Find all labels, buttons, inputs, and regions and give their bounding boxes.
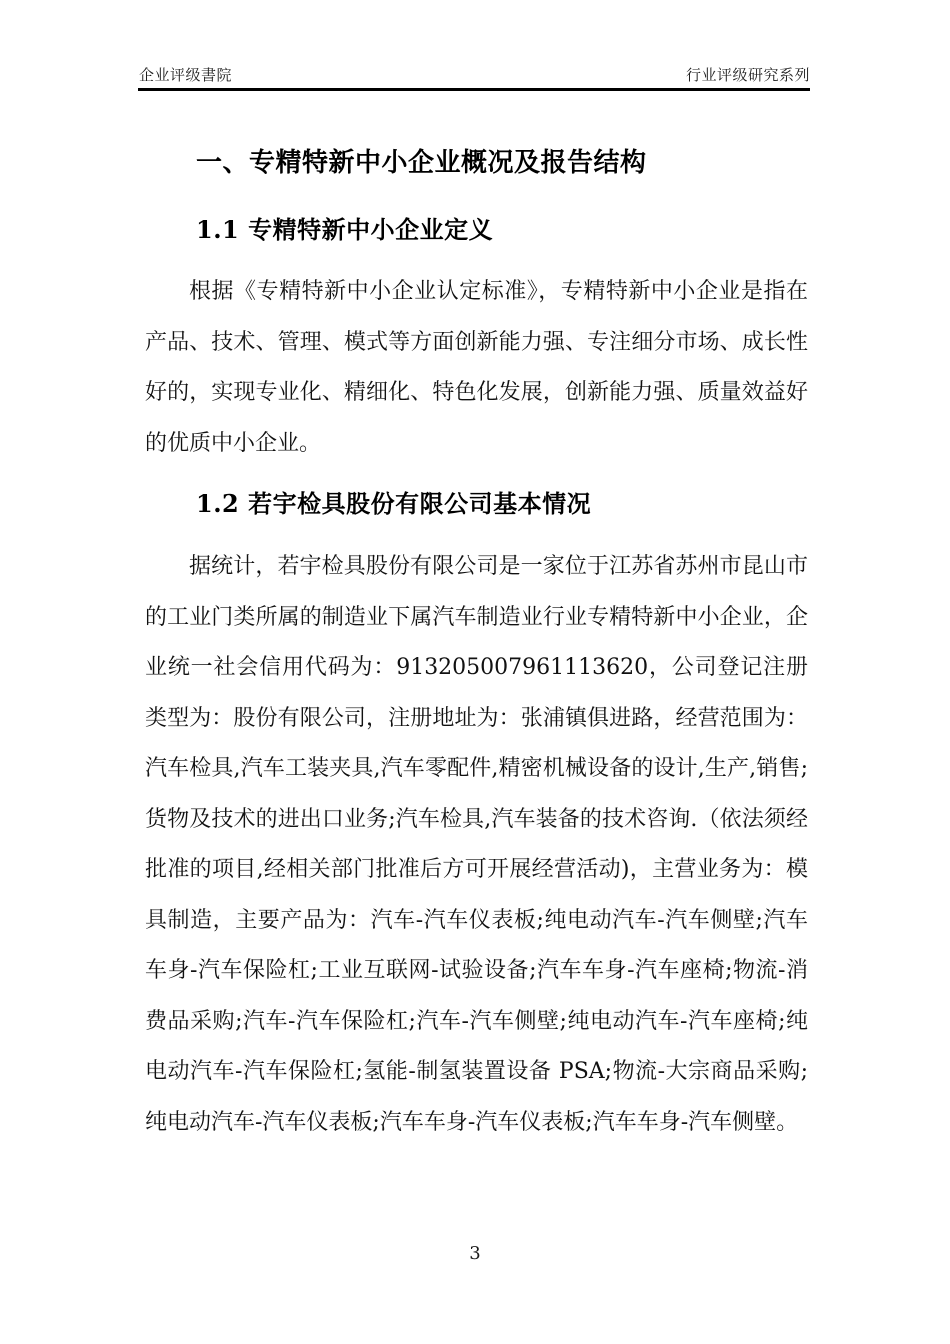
- subsection-1-paragraph: 根据《专精特新中小企业认定标准》，专精特新中小企业是指在产品、技术、管理、模式等方面创新能力强、专注细分市场、成长性好的，实现专业化、精细化、特色化发展，创新能力强、质量效益好的优质中小企业。: [145, 279, 808, 456]
- page-number: 3: [469, 1243, 481, 1264]
- header-right-label: 行业评级研究系列: [685, 66, 810, 84]
- header-left-label: 企业评级書院: [139, 66, 233, 84]
- header-rule: [138, 88, 810, 91]
- subsection-2-paragraph: 据统计，若宇检具股份有限公司是一家位于江苏省苏州市昆山市的工业门类所属的制造业下属汽车制造业行业专精特新中小企业，企业统一社会信用代码为：913205007961113620，公司登记注册类型为：股份有限公司，注册地址为：张浦镇俱进路，经营范围为：汽车检具,汽车工装夹具,汽车零配件,精密机械设备的设计,生产,销售;货物及技术的进出口业务;汽车检具,汽车装备的技术咨询.（依法须经批准的项目,经相关部门批准后方可开展经营活动)，主营业务为：模具制造，主要产品为：汽车-汽车仪表板;纯电动汽车-汽车侧壁;汽车车身-汽车保险杠;工业互联网-试验设备;汽车车身-汽车座椅;物流-消费品采购;汽车-汽车保险杠;汽车-汽车侧壁;纯电动汽车-汽车座椅;纯电动汽车-汽车保险杠;氢能-制氢装置设备 PSA;物流-大宗商品采购;纯电动汽车-汽车仪表板;汽车车身-汽车仪表板;汽车车身-汽车侧壁。: [145, 554, 808, 1135]
- subsection-1-title: 1.1 专精特新中小企业定义: [196, 215, 494, 244]
- page-footer: [0, 1243, 950, 1264]
- section-title: 一、专精特新中小企业概况及报告结构: [196, 148, 647, 178]
- subsection-2-title: 1.2 若宇检具股份有限公司基本情况: [196, 489, 592, 518]
- page-header: [139, 64, 810, 85]
